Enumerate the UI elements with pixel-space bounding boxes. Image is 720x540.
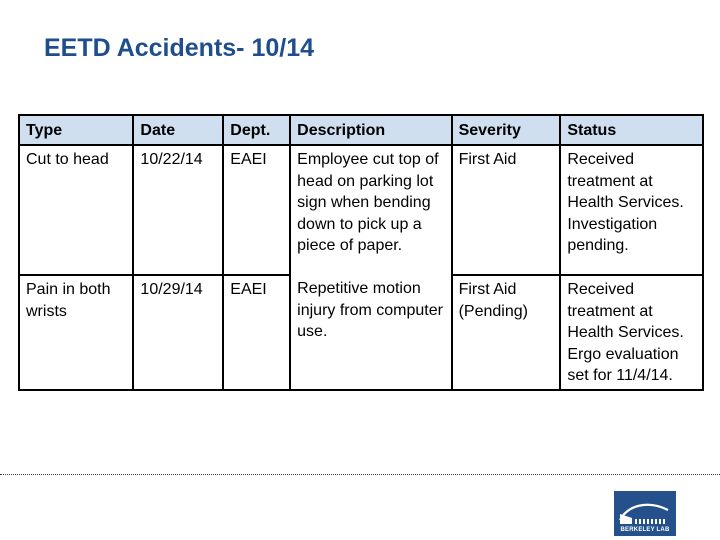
column-header-dept: Dept. xyxy=(223,115,290,145)
column-header-type: Type xyxy=(19,115,133,145)
table-row xyxy=(19,275,703,390)
logo-text: BERKELEY LAB xyxy=(620,527,670,533)
column-header-status: Status xyxy=(560,115,703,145)
cell-severity: First Aid xyxy=(452,145,561,275)
cell-dept: EAEI xyxy=(223,275,290,390)
cell-severity: First Aid (Pending) xyxy=(452,275,561,390)
accidents-table xyxy=(18,114,704,391)
column-header-date: Date xyxy=(133,115,223,145)
cell-type: Cut to head xyxy=(26,151,109,168)
page-title: EETD Accidents- 10/14 xyxy=(44,34,315,62)
cell-status: Received treatment at Health Services. Investigation pending. xyxy=(560,145,703,275)
berkeley-lab-logo xyxy=(614,491,676,536)
cell-date: 10/29/14 xyxy=(133,275,223,390)
cell-status: Received treatment at Health Services. Ergo evaluation set for 11/4/14. xyxy=(560,275,703,390)
cell-description: Employee cut top of head on parking lot sign when bending down to pick up a piece of paper. xyxy=(290,145,451,275)
column-header-severity: Severity xyxy=(452,115,561,145)
berkeley-lab-logo-icon xyxy=(614,493,676,527)
column-header-description: Description xyxy=(290,115,451,145)
footer-divider xyxy=(0,474,720,475)
table-header-row xyxy=(19,115,703,145)
cell-type: Pain in both wrists xyxy=(19,275,133,390)
cell-description: Repetitive motion injury from computer use. xyxy=(290,275,451,390)
table-row xyxy=(19,145,703,275)
cell-dept: EAEI xyxy=(223,145,290,275)
cell-date: 10/22/14 xyxy=(133,145,223,275)
